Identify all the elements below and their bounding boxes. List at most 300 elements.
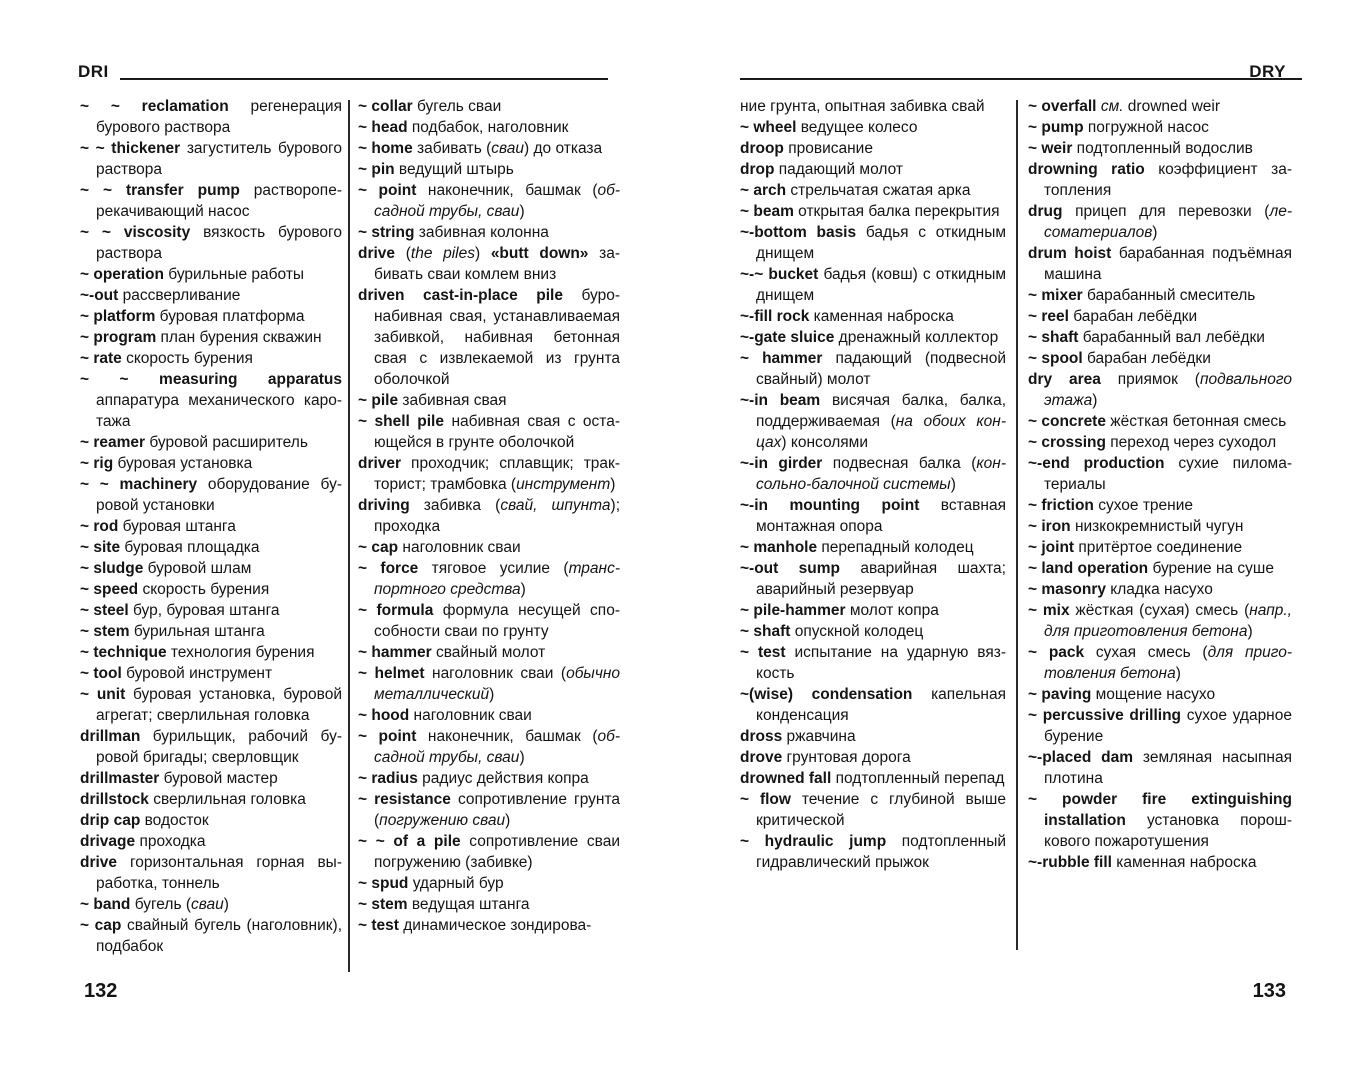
entry-translation: бурильные работы <box>163 266 305 283</box>
entry-translation: подбабок, наголовник <box>407 119 569 136</box>
entry-headword: ~ arch <box>740 182 787 199</box>
dictionary-entry <box>740 201 1006 222</box>
dictionary-entry <box>80 138 342 180</box>
dictionary-entry <box>740 747 1006 768</box>
entry-translation: сопротивление грунта ( <box>374 791 620 829</box>
entry-headword: ~ hammer <box>358 644 432 661</box>
dictionary-entry <box>740 621 1006 642</box>
entry-translation: бугель сваи <box>412 98 502 115</box>
entry-headword: driven cast-in-place pile <box>358 287 563 304</box>
dictionary-entry <box>740 327 1006 348</box>
entry-translation: тяговое усилие ( <box>418 560 569 577</box>
entry-headword: ~ tool <box>80 665 122 682</box>
dictionary-entry <box>80 915 342 957</box>
entry-headword: drive <box>358 245 396 262</box>
dictionary-entry <box>80 642 342 663</box>
entry-headword: ~ ~ reclamation <box>80 98 229 115</box>
entry-headword: ~ hood <box>358 707 410 724</box>
entry-translation: скорость бурения <box>121 350 253 367</box>
entry-translation: горизонтальная горная выработка, тоннель <box>96 854 342 892</box>
dictionary-entry <box>358 894 620 915</box>
entry-headword: drug <box>1028 203 1063 220</box>
entry-translation: грунтовая дорога <box>782 749 911 766</box>
entry-translation: жёсткая бетонная смесь <box>1105 413 1287 430</box>
entry-note: консольно-балочной системы <box>756 455 1006 493</box>
entry-translation: ) <box>1092 392 1098 409</box>
entry-translation: сухое трение <box>1093 497 1193 514</box>
entry-translation: бадья (ковш) с откидным днищем <box>756 266 1006 304</box>
page-number-left: 132 <box>84 980 118 1002</box>
entry-headword: ~ iron <box>1028 518 1071 535</box>
entry-headword: ~ reamer <box>80 434 146 451</box>
entry-translation: ) <box>520 581 526 598</box>
dictionary-entry <box>1028 348 1292 369</box>
entry-headword: ~ test <box>358 917 399 934</box>
entry-translation: ) <box>610 476 616 493</box>
entry-translation: опускной колодец <box>790 623 924 640</box>
entry-note: обсадной трубы, сваи <box>374 182 620 220</box>
entry-translation: буровая установка, буровой агрегат; сверлильная головка <box>96 686 343 724</box>
entry-headword: ~ wheel <box>740 119 797 136</box>
entry-translation: сверлильная головка <box>148 791 306 808</box>
entry-headword: ~ land operation <box>1028 560 1149 577</box>
entry-headword: ~ weir <box>1028 140 1073 157</box>
entry-headword: drive <box>80 854 118 871</box>
entry-translation: ние грунта, опытная забивка свай <box>740 98 985 115</box>
entry-note: сваи <box>191 896 224 913</box>
entry-headword: ~ concrete <box>1028 413 1106 430</box>
entry-headword: drowning ratio <box>1028 161 1145 178</box>
dictionary-entry <box>1028 852 1292 873</box>
entry-headword: ~ spool <box>1028 350 1083 367</box>
entry-translation: буровая площадка <box>120 539 260 556</box>
entry-translation: drowned weir <box>1123 98 1220 115</box>
entry-headword: ~ speed <box>80 581 139 598</box>
entry-headword: ~ cap <box>80 917 122 934</box>
dictionary-column <box>740 96 1006 873</box>
dictionary-entry <box>740 117 1006 138</box>
dictionary-entry <box>740 768 1006 789</box>
dictionary-entry <box>740 600 1006 621</box>
entry-note: подвального этажа <box>1044 371 1292 409</box>
entry-translation: переход через суходол <box>1105 434 1277 451</box>
entry-translation: каменная наброска <box>1111 854 1257 871</box>
dictionary-entry <box>80 453 342 474</box>
dictionary-entry <box>80 264 342 285</box>
dictionary-entry <box>80 894 342 915</box>
entry-headword: ~ ~ transfer pump <box>80 182 240 199</box>
entry-headword: ~ overfall <box>1028 98 1097 115</box>
entry-headword: ~ site <box>80 539 121 556</box>
entry-translation: рассверливание <box>118 287 241 304</box>
entry-translation: бурильщик, рабочий буровой бригады; сверловщик <box>96 728 342 766</box>
dictionary-entry <box>740 537 1006 558</box>
dictionary-entry <box>1028 432 1292 453</box>
entry-translation: ) консолями <box>781 434 868 451</box>
entry-headword: ~ steel <box>80 602 129 619</box>
dictionary-entry <box>358 117 620 138</box>
entry-translation: набивная свая с остающейся в грунте оболочкой <box>374 413 620 451</box>
entry-headword: ~ mix <box>1028 602 1070 619</box>
entry-headword: ~-out sump <box>740 560 840 577</box>
dictionary-entry <box>740 558 1006 600</box>
entry-headword: ~ paving <box>1028 686 1092 703</box>
entry-headword: ~-gate sluice <box>740 329 835 346</box>
dictionary-entry <box>740 642 1006 684</box>
entry-headword: drip cap <box>80 812 141 829</box>
entry-translation: падающий молот <box>774 161 903 178</box>
entry-headword: ~ powder fire extinguishing installation <box>1028 791 1292 829</box>
dictionary-entry <box>80 369 342 432</box>
header-rule <box>120 78 608 80</box>
entry-headword: ~-~ bucket <box>740 266 819 283</box>
entry-translation: ) <box>1247 623 1253 640</box>
entry-translation: ) <box>950 476 956 493</box>
dictionary-entry <box>80 831 342 852</box>
dictionary-entry <box>1028 684 1292 705</box>
dictionary-entry <box>1028 516 1292 537</box>
entry-note: свай, шпунта <box>500 497 611 514</box>
dictionary-entry <box>1028 747 1292 789</box>
entry-translation: наголовник сваи <box>398 539 521 556</box>
entry-translation: раствороперекачивающий насос <box>96 182 342 220</box>
entry-headword: drillmaster <box>80 770 160 787</box>
entry-translation: проходчик; сплавщик; тракторист; трамбовка ( <box>374 455 620 493</box>
dictionary-entry <box>1028 327 1292 348</box>
entry-headword: ~ collar <box>358 98 413 115</box>
entry-headword: drowned fall <box>740 770 832 787</box>
dictionary-column <box>1028 96 1292 873</box>
entry-note: лесоматериалов <box>1044 203 1292 241</box>
entry-translation: жёсткая (сухая) смесь ( <box>1069 602 1250 619</box>
entry-headword: ~ ~ thickener <box>80 140 181 157</box>
entry-translation: ) <box>1152 224 1158 241</box>
dictionary-entry <box>1028 453 1292 495</box>
dictionary-entry <box>1028 159 1292 201</box>
dictionary-column <box>80 96 342 957</box>
entry-headword: ~ manhole <box>740 539 818 556</box>
entry-translation: подтопленный гидравлический прыжок <box>756 833 1006 871</box>
entry-headword: ~ operation <box>80 266 164 283</box>
entry-translation: динамическое зондирова- <box>398 917 592 934</box>
entry-translation: приямок ( <box>1100 371 1200 388</box>
entry-headword: ~-in mounting point <box>740 497 920 514</box>
entry-note: the piles <box>410 245 475 262</box>
entry-headword: ~ pump <box>1028 119 1084 136</box>
dictionary-entry <box>1028 705 1292 747</box>
entry-headword: ~(wise) condensation <box>740 686 913 703</box>
dictionary-entry <box>80 810 342 831</box>
entry-translation: ) <box>519 203 525 220</box>
entry-translation: план бурения скважин <box>156 329 322 346</box>
entry-translation: наконечник, башмак ( <box>416 728 598 745</box>
entry-headword: ~ rate <box>80 350 122 367</box>
dictionary-entry <box>740 264 1006 306</box>
entry-translation: прицеп для перевозки ( <box>1062 203 1270 220</box>
running-head-right: DRY <box>1249 62 1286 81</box>
entry-translation: ) <box>505 812 511 829</box>
entry-headword: dross <box>740 728 783 745</box>
dictionary-entry <box>740 684 1006 726</box>
entry-translation: падающий (подвесной свайный) молот <box>756 350 1006 388</box>
dictionary-entry <box>80 327 342 348</box>
entry-translation: открытая балка перекрытия <box>793 203 1000 220</box>
entry-translation: оборудование буровой установки <box>96 476 342 514</box>
entry-headword: ~-fill rock <box>740 308 810 325</box>
dictionary-entry <box>358 600 620 642</box>
entry-note: на обоих концах <box>756 413 1006 451</box>
entry-headword: ~ pack <box>1028 644 1085 661</box>
dictionary-entry <box>80 474 342 516</box>
dictionary-entry <box>358 495 620 537</box>
dictionary-entry <box>740 348 1006 390</box>
entry-translation: сухое ударное бурение <box>1044 707 1292 745</box>
dictionary-entry <box>358 789 620 831</box>
dictionary-entry <box>740 222 1006 264</box>
entry-translation: буровой инструмент <box>121 665 273 682</box>
entry-headword: droop <box>740 140 784 157</box>
entry-headword: ~-rubble fill <box>1028 854 1112 871</box>
dictionary-entry <box>1028 201 1292 243</box>
entry-translation: ведущее колесо <box>796 119 918 136</box>
entry-translation: ведущий штырь <box>394 161 514 178</box>
entry-headword: ~ home <box>358 140 413 157</box>
entry-headword: ~ program <box>80 329 157 346</box>
dictionary-entry <box>1028 243 1292 285</box>
entry-headword: drop <box>740 161 775 178</box>
entry-translation: бур, буровая штанга <box>128 602 280 619</box>
entry-translation: буровой мастер <box>159 770 278 787</box>
entry-translation: загуститель бурового раствора <box>96 140 342 178</box>
dictionary-entry <box>358 222 620 243</box>
column-divider <box>1016 100 1018 950</box>
entry-translation: бурение на суше <box>1148 560 1274 577</box>
entry-translation: скорость бурения <box>138 581 270 598</box>
dictionary-entry <box>80 96 342 138</box>
entry-translation: регенерация бурового раствора <box>96 98 342 136</box>
entry-headword: ~ hammer <box>740 350 823 367</box>
entry-translation: мощение насухо <box>1091 686 1216 703</box>
entry-headword: ~ ~ viscosity <box>80 224 191 241</box>
entry-translation: свайный молот <box>431 644 546 661</box>
header-rule <box>740 78 1302 80</box>
dictionary-entry <box>1028 600 1292 642</box>
entry-headword: driver <box>358 455 402 472</box>
dictionary-entry <box>358 915 620 936</box>
dictionary-entry <box>358 96 620 117</box>
entry-headword: ~ flow <box>740 791 791 808</box>
entry-headword: ~ resistance <box>358 791 451 808</box>
dictionary-entry <box>740 390 1006 453</box>
entry-translation: барабан лебёдки <box>1068 308 1198 325</box>
entry-translation: буровая штанга <box>118 518 236 535</box>
entry-translation: буровой шлам <box>143 560 252 577</box>
entry-translation: ржавчина <box>782 728 856 745</box>
entry-headword: ~ force <box>358 560 419 577</box>
dictionary-column <box>358 96 620 936</box>
entry-headword: ~ band <box>80 896 131 913</box>
entry-headword: ~ crossing <box>1028 434 1106 451</box>
entry-translation: ударный бур <box>408 875 504 892</box>
entry-headword: ~-placed dam <box>1028 749 1134 766</box>
entry-headword: ~ platform <box>80 308 156 325</box>
entry-translation: сухие пиломатериалы <box>1044 455 1292 493</box>
entry-headword: ~ masonry <box>1028 581 1106 598</box>
dictionary-entry <box>1028 642 1292 684</box>
entry-translation: ) <box>474 245 491 262</box>
entry-headword: ~ stem <box>358 896 408 913</box>
entry-translation: ) <box>1175 665 1181 682</box>
dictionary-entry <box>358 663 620 705</box>
dictionary-entry <box>80 579 342 600</box>
entry-headword: ~ shaft <box>1028 329 1079 346</box>
entry-headword: ~ ~ measuring apparatus <box>80 371 342 388</box>
entry-headword: ~ formula <box>358 602 434 619</box>
entry-headword: ~-in beam <box>740 392 821 409</box>
entry-translation: барабанный смеситель <box>1082 287 1256 304</box>
dictionary-entry <box>80 180 342 222</box>
dictionary-entry <box>358 453 620 495</box>
entry-headword: ~ joint <box>1028 539 1075 556</box>
dictionary-entry <box>80 537 342 558</box>
entry-headword: ~ spud <box>358 875 409 892</box>
entry-translation: наконечник, башмак ( <box>416 182 598 199</box>
dictionary-entry <box>358 705 620 726</box>
dictionary-entry <box>1028 558 1292 579</box>
dictionary-entry <box>358 138 620 159</box>
dictionary-entry <box>740 495 1006 537</box>
dictionary-entry <box>1028 306 1292 327</box>
dictionary-entry <box>740 306 1006 327</box>
entry-translation: буровой расширитель <box>145 434 308 451</box>
entry-headword: ~ pile-hammer <box>740 602 846 619</box>
entry-headword: «butt down» <box>490 245 589 262</box>
entry-translation: погружной насос <box>1083 119 1209 136</box>
entry-note: см. <box>1100 98 1124 115</box>
dictionary-entry <box>740 789 1006 831</box>
entry-translation: кладка насухо <box>1105 581 1213 598</box>
entry-headword: ~ percussive drilling <box>1028 707 1182 724</box>
entry-note: обычно металлический <box>374 665 621 703</box>
entry-translation: наголовник сваи <box>409 707 532 724</box>
entry-headword: ~-in girder <box>740 455 823 472</box>
entry-translation: молот копра <box>845 602 939 619</box>
entry-translation: вставная монтажная опора <box>756 497 1006 535</box>
entry-translation: подтопленный водослив <box>1072 140 1253 157</box>
entry-headword: drillstock <box>80 791 149 808</box>
entry-headword: ~ point <box>358 182 417 199</box>
entry-headword: driving <box>358 497 410 514</box>
entry-note: сваи <box>491 140 525 157</box>
dictionary-entry <box>358 768 620 789</box>
entry-headword: drum hoist <box>1028 245 1112 262</box>
entry-headword: drivage <box>80 833 136 850</box>
entry-headword: ~ rod <box>80 518 119 535</box>
entry-translation: течение с глубиной выше критической <box>756 791 1006 829</box>
entry-translation: забивка ( <box>409 497 501 514</box>
entry-headword: ~ mixer <box>1028 287 1083 304</box>
entry-headword: ~ unit <box>80 686 126 703</box>
dictionary-entry <box>1028 96 1292 117</box>
entry-headword: ~ shaft <box>740 623 791 640</box>
entry-headword: ~ stem <box>80 623 130 640</box>
entry-translation: сопротивление сваи погружению (забивке) <box>374 833 620 871</box>
entry-translation: бугель ( <box>130 896 191 913</box>
entry-translation: ) <box>223 896 229 913</box>
dictionary-entry <box>1028 138 1292 159</box>
dictionary-entry <box>1028 495 1292 516</box>
entry-translation: дренажный коллектор <box>834 329 999 346</box>
entry-translation: аварийная шахта; аварийный резервуар <box>756 560 1006 598</box>
dictionary-entry <box>740 831 1006 873</box>
right-page <box>674 0 1348 1080</box>
entry-translation: висячая балка, балка, поддерживаемая ( <box>756 392 1006 430</box>
dictionary-entry <box>80 432 342 453</box>
entry-translation: провисание <box>783 140 873 157</box>
entry-headword: ~ pin <box>358 161 395 178</box>
entry-headword: ~ cap <box>358 539 399 556</box>
dictionary-entry <box>80 516 342 537</box>
entry-translation: формула несущей способности сваи по грунту <box>374 602 620 640</box>
entry-headword: ~ reel <box>1028 308 1069 325</box>
dictionary-entry <box>80 684 342 726</box>
entry-translation: водосток <box>140 812 209 829</box>
entry-headword: ~ ~ of a pile <box>358 833 461 850</box>
dictionary-entry <box>80 663 342 684</box>
entry-translation: ) <box>489 686 495 703</box>
entry-translation: земляная насыпная плотина <box>1044 749 1293 787</box>
entry-translation: коэффициент затопления <box>1044 161 1292 199</box>
dictionary-entry <box>358 159 620 180</box>
dictionary-entry <box>358 873 620 894</box>
entry-note: инструмент <box>516 476 611 493</box>
entry-headword: drillman <box>80 728 141 745</box>
entry-headword: ~ hydraulic jump <box>740 833 887 850</box>
dictionary-entry <box>358 411 620 453</box>
dictionary-entry <box>1028 789 1292 852</box>
dictionary-entry <box>358 831 620 873</box>
entry-translation: низкокремнистый чугун <box>1070 518 1244 535</box>
entry-headword: ~ helmet <box>358 665 425 682</box>
entry-headword: ~ test <box>740 644 786 661</box>
entry-translation: технология бурения <box>166 644 315 661</box>
dictionary-entry <box>358 390 620 411</box>
entry-translation: забивная колонна <box>414 224 549 241</box>
dictionary-entry <box>80 621 342 642</box>
entry-headword: ~ shell pile <box>358 413 444 430</box>
dictionary-entry <box>740 726 1006 747</box>
dictionary-entry <box>80 726 342 768</box>
dictionary-entry <box>358 537 620 558</box>
entry-translation: ) до отказа <box>524 140 603 157</box>
entry-translation: забивать ( <box>412 140 492 157</box>
dictionary-entry <box>80 306 342 327</box>
entry-translation: испытание на ударную вязкость <box>756 644 1006 682</box>
entry-translation: бадья с откидным днищем <box>756 224 1007 262</box>
entry-translation: ) <box>519 749 525 766</box>
entry-translation: бурильная штанга <box>129 623 265 640</box>
dictionary-entry <box>358 642 620 663</box>
entry-translation: ); проходка <box>374 497 621 535</box>
dictionary-entry <box>80 600 342 621</box>
dictionary-entry <box>1028 369 1292 411</box>
entry-headword: ~ point <box>358 728 417 745</box>
entry-headword: ~-end production <box>1028 455 1165 472</box>
dictionary-entry <box>1028 117 1292 138</box>
column-divider <box>348 100 350 972</box>
dictionary-entry <box>740 96 1006 117</box>
dictionary-entry <box>1028 411 1292 432</box>
